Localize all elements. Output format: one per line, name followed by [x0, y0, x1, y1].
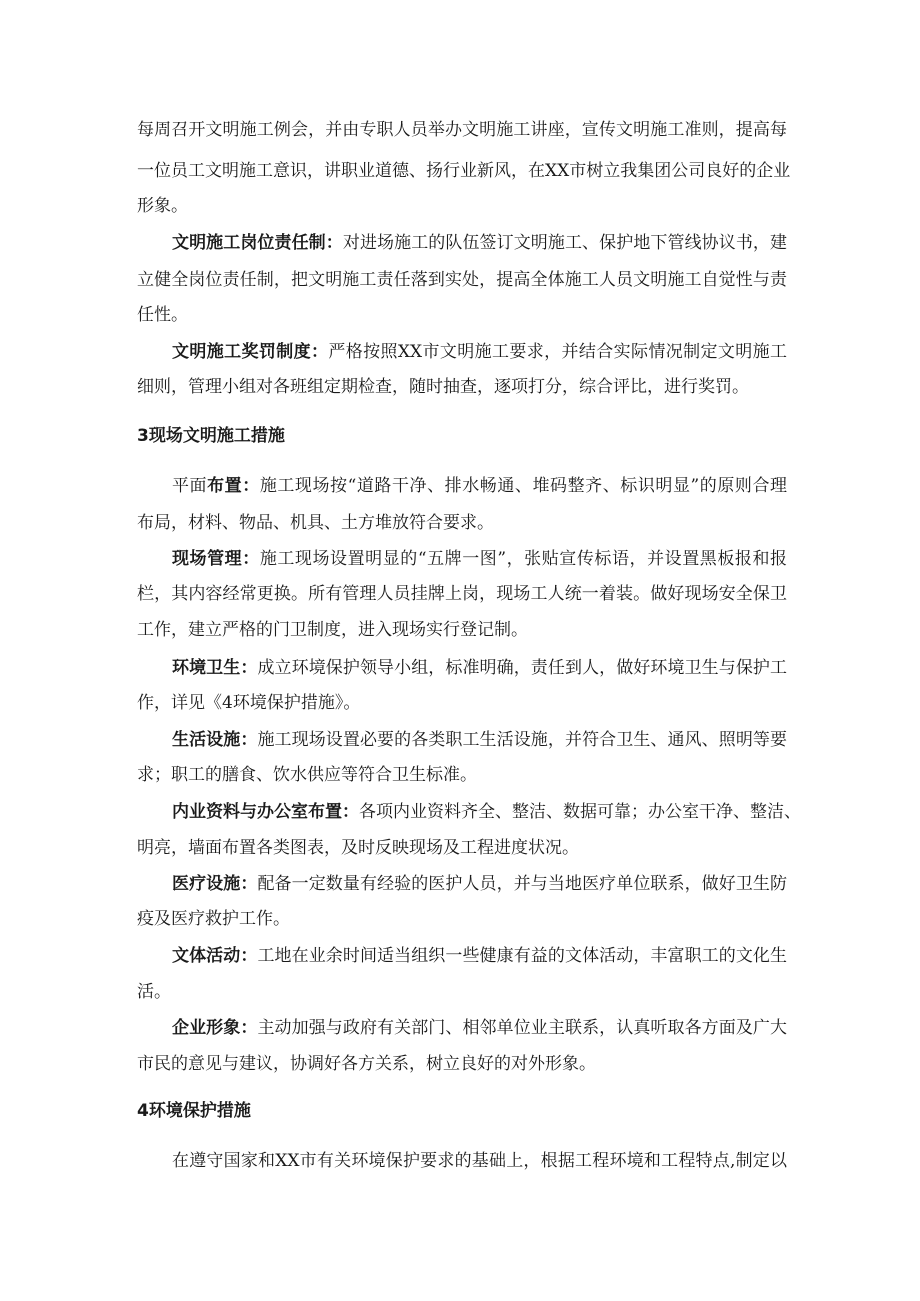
paragraph-line — [172, 474, 787, 498]
paragraph-line — [172, 656, 787, 680]
paragraph-line — [172, 231, 787, 255]
paragraph-text: 严格按照XX市文明施工要求，并结合实际情况制定文明施工 — [328, 342, 787, 362]
paragraph-line: 形象。 — [137, 196, 188, 216]
paragraph-text: 各项内业资料齐全、整洁、数据可靠；办公室干净、整洁、 — [359, 802, 801, 822]
paragraph-line — [172, 1016, 787, 1040]
paragraph-line: 求；职工的膳食、饮水供应等符合卫生标准。 — [137, 765, 477, 785]
paragraph-text: 施工现场按“道路干净、排水畅通、堆码整齐、标识明显”的原则合理 — [259, 476, 788, 496]
paragraph-label: 文明施工奖罚制度： — [172, 342, 329, 362]
paragraph-line: 栏，其内容经常更换。所有管理人员挂牌上岗，现场工人统一着装。做好现场安全保卫 — [137, 584, 787, 604]
paragraph-line: 一位员工文明施工意识，讲职业道德、扬行业新风，在XX市树立我集团公司良好的企业 — [137, 161, 791, 181]
paragraph-label: 内业资料与办公室布置： — [172, 802, 359, 822]
paragraph-prefix: 平面 — [172, 476, 208, 496]
paragraph-line: 在遵守国家和XX市有关环境保护要求的基础上，根据工程环境和工程特点,制定以 — [172, 1151, 787, 1171]
paragraph-text: 施工现场设置必要的各类职工生活设施，并符合卫生、通风、照明等要 — [257, 730, 788, 750]
paragraph-label: 布置： — [207, 476, 260, 496]
paragraph-line — [172, 800, 801, 824]
paragraph-line: 工作，建立严格的门卫制度，进入现场实行登记制。 — [137, 620, 528, 640]
paragraph-line: 市民的意见与建议，协调好各方关系，树立良好的对外形象。 — [137, 1054, 596, 1074]
paragraph-text: 对进场施工的队伍签订文明施工、保护地下管线协议书，建 — [342, 233, 788, 253]
paragraph-line: 细则，管理小组对各班组定期检查，随时抽查，逐项打分，综合评比，进行奖罚。 — [137, 377, 749, 397]
paragraph-label: 现场管理： — [172, 549, 260, 569]
paragraph-line: 立健全岗位责任制，把文明施工责任落到实处，提高全体施工人员文明施工自觉性与责 — [137, 270, 787, 290]
paragraph-text: 工地在业余时间适当组织一些健康有益的文体活动，丰富职工的文化生 — [257, 946, 788, 966]
paragraph-text: 主动加强与政府有关部门、相邻单位业主联系，认真听取各方面及广大 — [257, 1018, 788, 1038]
paragraph-label: 企业形象： — [172, 1018, 258, 1038]
paragraph-line: 疫及医疗救护工作。 — [137, 909, 290, 929]
paragraph-line: 布局，材料、物品、机具、土方堆放符合要求。 — [137, 513, 494, 533]
paragraph-text: 配备一定数量有经验的医护人员，并与当地医疗单位联系，做好卫生防 — [257, 874, 788, 894]
paragraph-label: 文体活动： — [172, 946, 258, 966]
section-heading: 4环境保护措施 — [137, 1101, 251, 1121]
paragraph-line: 活。 — [137, 982, 171, 1002]
paragraph-line — [172, 944, 787, 968]
paragraph-line: 明亮，墙面布置各类图表，及时反映现场及工程进度状况。 — [137, 838, 579, 858]
paragraph-label: 生活设施： — [172, 730, 258, 750]
paragraph-text: 成立环境保护领导小组，标准明确，责任到人，做好环境卫生与保护工 — [257, 658, 788, 678]
paragraph-label: 医疗设施： — [172, 874, 258, 894]
paragraph-line: 作，详见《4环境保护措施》。 — [137, 693, 361, 713]
section-heading: 3现场文明施工措施 — [137, 426, 285, 446]
paragraph-line — [172, 728, 787, 752]
paragraph-label: 文明施工岗位责任制： — [172, 233, 343, 253]
paragraph-line — [172, 340, 787, 364]
paragraph-line — [172, 872, 787, 896]
paragraph-line — [172, 547, 787, 571]
paragraph-text: 施工现场设置明显的“五牌一图”，张贴宣传标语，并设置黑板报和报 — [259, 549, 788, 569]
paragraph-label: 环境卫生： — [172, 658, 258, 678]
paragraph-line: 每周召开文明施工例会，并由专职人员举办文明施工讲座，宣传文明施工准则，提高每 — [137, 120, 787, 140]
paragraph-line: 任性。 — [137, 305, 188, 325]
